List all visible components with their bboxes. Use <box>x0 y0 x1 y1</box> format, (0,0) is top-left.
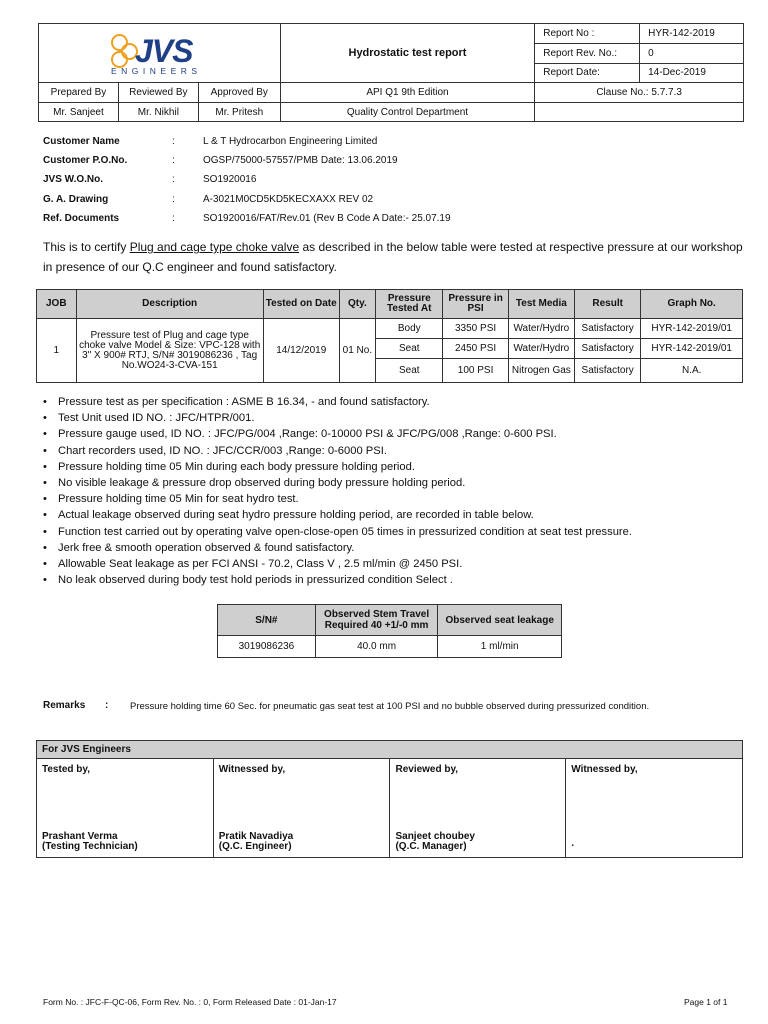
seat-leakage-cell: 1 ml/min <box>438 636 562 658</box>
col-header: Qty. <box>339 290 375 319</box>
signature-heading: Tested by, <box>42 764 90 775</box>
col-header: Test Media <box>508 290 574 319</box>
prepared-by-label: Prepared By <box>39 83 119 103</box>
report-rev-label: Report Rev. No.: <box>535 44 640 63</box>
info-colon: : <box>172 174 175 185</box>
signature-box <box>566 759 743 858</box>
col-header: Pressure Tested At <box>376 290 443 319</box>
pressure-at-cell: Body <box>376 319 443 339</box>
signature-box <box>213 759 390 858</box>
customer-po-value: OGSP/75000-57557/PMB Date: 13.06.2019 <box>203 155 398 166</box>
list-item: • Actual leakage observed during seat hydro pressure holding period, are recorded in table below. <box>43 507 632 523</box>
report-date-value: 14-Dec-2019 <box>640 63 744 82</box>
empty-cell <box>535 103 744 122</box>
cert-pre: This is to certify <box>43 240 130 254</box>
media-cell: Water/Hydro <box>508 339 574 359</box>
description-cell: Pressure test of Plug and cage type choke valve Model & Size: VPC-128 with 3" X 900# RTJ, S/N# 3019086236 , Tag No.WO24-3-CVA-151 <box>76 319 263 383</box>
signature-box <box>37 759 214 858</box>
table-row <box>37 319 743 339</box>
edition: API Q1 9th Edition <box>280 83 535 103</box>
signature-person <box>219 832 294 852</box>
signature-person <box>571 839 574 849</box>
report-date-label: Report Date: <box>535 63 640 82</box>
info-colon: : <box>172 194 175 205</box>
signatory-role: (Q.C. Engineer) <box>218 841 292 852</box>
clause-no: Clause No.: 5.7.7.3 <box>535 83 744 103</box>
list-item: • Pressure gauge used, ID NO. : JFC/PG/004 ,Range: 0-10000 PSI & JFC/PG/008 ,Range: 0-600 PSI. <box>43 426 632 442</box>
list-item: • Pressure holding time 05 Min for seat hydro test. <box>43 491 632 507</box>
list-item: • Chart recorders used, ID NO. : JFC/CCR/003 ,Range: 0-6000 PSI. <box>43 443 632 459</box>
remarks-label: Remarks <box>43 700 86 711</box>
approved-by-name: Mr. Pritesh <box>198 103 280 122</box>
tested-date-cell: 14/12/2019 <box>263 319 339 383</box>
report-header-table <box>38 23 744 122</box>
list-item: • Pressure holding time 05 Min during each body pressure holding period. <box>43 459 632 475</box>
col-header: Pressure in PSI <box>443 290 508 319</box>
job-cell: 1 <box>37 319 77 383</box>
list-item: • Jerk free & smooth operation observed & found satisfactory. <box>43 540 632 556</box>
logo-text: JVS <box>135 33 193 69</box>
report-no-label: Report No : <box>535 24 640 44</box>
info-colon: : <box>172 213 175 224</box>
list-item: • Test Unit used ID NO. : JFC/HTPR/001. <box>43 410 632 426</box>
media-cell: Water/Hydro <box>508 319 574 339</box>
col-header: Graph No. <box>641 290 743 319</box>
info-label: G. A. Drawing <box>43 194 109 205</box>
approved-by-label: Approved By <box>198 83 280 103</box>
ref-documents-value: SO1920016/FAT/Rev.01 (Rev B Code A Date:- 25.07.19 <box>203 213 451 224</box>
ga-drawing-value: A-3021M0CD5KD5KECXAXX REV 02 <box>203 194 374 205</box>
signoff-title: For JVS Engineers <box>37 741 743 759</box>
graph-cell: N.A. <box>641 359 743 383</box>
signatory-name: Prashant Verma <box>42 831 118 842</box>
list-item: • Pressure test as per specification : ASME B 16.34, - and found satisfactory. <box>43 394 632 410</box>
form-footer: Form No. : JFC-F-QC-06, Form Rev. No. : 0, Form Released Date : 01-Jan-17 <box>43 997 337 1007</box>
signature-heading: Witnessed by, <box>571 764 638 775</box>
pressure-at-cell: Seat <box>376 339 443 359</box>
department: Quality Control Department <box>280 103 535 122</box>
signatory-role: (Q.C. Manager) <box>395 841 467 852</box>
graph-cell: HYR-142-2019/01 <box>641 319 743 339</box>
result-cell: Satisfactory <box>575 339 641 359</box>
list-item: • No visible leakage & pressure drop observed during body pressure holding period. <box>43 475 632 491</box>
col-header: Result <box>575 290 641 319</box>
col-header: JOB <box>37 290 77 319</box>
report-title: Hydrostatic test report <box>280 24 535 83</box>
signatory-name: Sanjeet choubey <box>395 831 475 842</box>
reviewed-by-name: Mr. Nikhil <box>118 103 198 122</box>
table-row <box>218 636 562 658</box>
customer-name-value: L & T Hydrocarbon Engineering Limited <box>203 136 378 147</box>
col-header: Description <box>76 290 263 319</box>
list-item: • No leak observed during body test hold periods in pressurized condition Select . <box>43 572 632 588</box>
col-header: S/N# <box>218 605 316 636</box>
graph-cell: HYR-142-2019/01 <box>641 339 743 359</box>
logo-cell <box>39 24 281 83</box>
cert-post: as described in the below table were tested at respective pressure at our workshop in presence of our Q.C engineer and found satisfactory. <box>43 240 743 274</box>
list-item: • Function test carried out by operating valve open-close-open 05 times in pressurized condition at seat test pressure. <box>43 524 632 540</box>
test-notes-list <box>43 394 632 588</box>
stem-travel-cell: 40.0 mm <box>315 636 438 658</box>
media-cell: Nitrogen Gas <box>508 359 574 383</box>
prepared-by-name: Mr. Sanjeet <box>39 103 119 122</box>
test-results-table <box>36 289 743 383</box>
serial-cell: 3019086236 <box>218 636 316 658</box>
remarks-colon: : <box>105 700 109 711</box>
psi-cell: 2450 PSI <box>443 339 508 359</box>
signatory-name: . <box>571 838 574 849</box>
jvs-logo <box>39 24 280 82</box>
info-colon: : <box>172 136 175 147</box>
info-label: Customer Name <box>43 136 120 147</box>
psi-cell: 3350 PSI <box>443 319 508 339</box>
psi-cell: 100 PSI <box>443 359 508 383</box>
seat-leakage-table <box>217 604 562 658</box>
result-cell: Satisfactory <box>575 319 641 339</box>
signature-heading: Witnessed by, <box>218 764 286 775</box>
result-cell: Satisfactory <box>575 359 641 383</box>
pressure-at-cell: Seat <box>376 359 443 383</box>
logo-subtext: ENGINEERS <box>111 66 202 76</box>
col-header: Observed Stem Travel Required 40 +1/-0 mm <box>315 605 438 636</box>
reviewed-by-label: Reviewed By <box>118 83 198 103</box>
signature-heading: Reviewed by, <box>395 764 459 775</box>
signature-box <box>390 759 566 858</box>
info-label: Ref. Documents <box>43 213 120 224</box>
info-label: Customer P.O.No. <box>43 155 128 166</box>
signature-person <box>395 832 474 852</box>
signatory-role: (Testing Technician) <box>42 841 138 852</box>
report-no-value: HYR-142-2019 <box>640 24 744 44</box>
page-number: Page 1 of 1 <box>684 997 728 1007</box>
info-label: JVS W.O.No. <box>43 174 104 185</box>
list-item: • Allowable Seat leakage as per FCI ANSI - 70.2, Class V , 2.5 ml/min @ 2450 PSI. <box>43 556 632 572</box>
cert-valve-type: Plug and cage type choke valve <box>129 240 300 254</box>
qty-cell: 01 No. <box>339 319 375 383</box>
signature-person <box>42 832 138 852</box>
col-header: Observed seat leakage <box>438 605 562 636</box>
info-colon: : <box>172 155 175 166</box>
jvs-wo-value: SO1920016 <box>203 174 257 185</box>
report-rev-value: 0 <box>640 44 744 63</box>
signoff-table <box>36 740 743 858</box>
signatory-name: Pratik Navadiya <box>218 831 294 842</box>
remarks-text: Pressure holding time 60 Sec. for pneumatic gas seat test at 100 PSI and no bubble observed during pressurized condition. <box>130 701 650 712</box>
col-header: Tested on Date <box>263 290 339 319</box>
certification-text <box>43 237 743 277</box>
